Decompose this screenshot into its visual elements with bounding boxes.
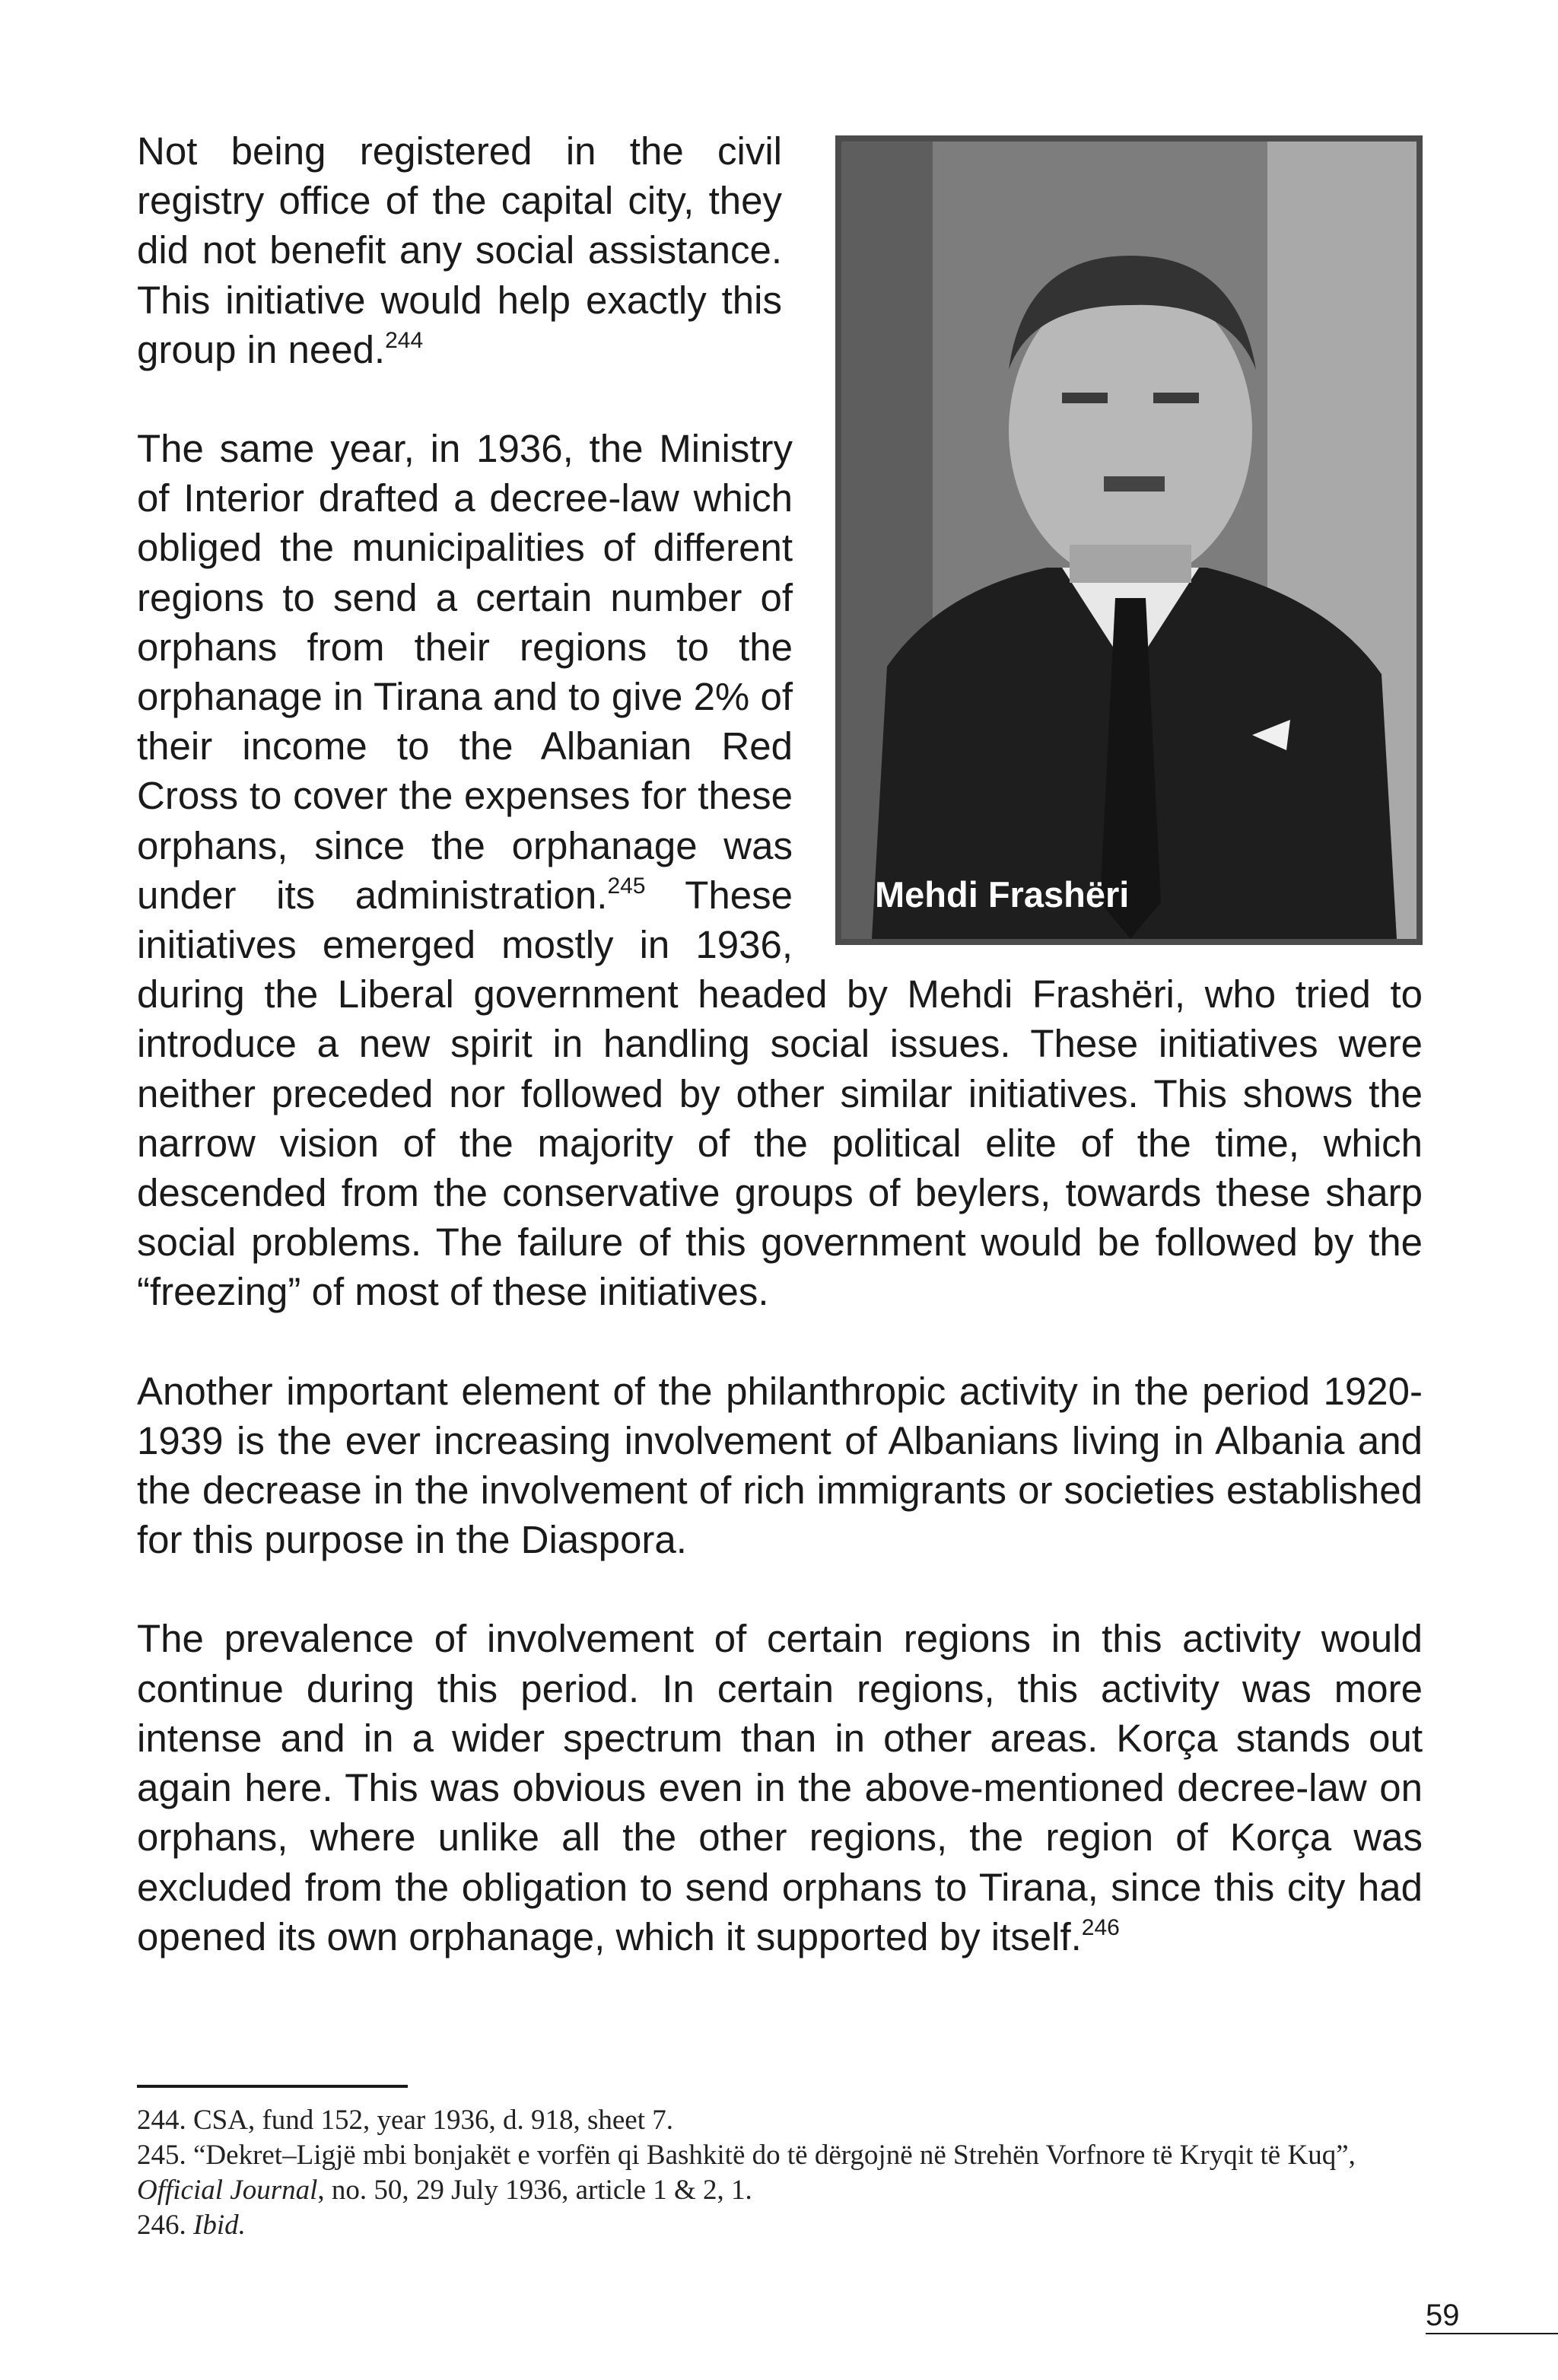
footnote-text: CSA, fund 152, year 1936, d. 918, sheet 7. xyxy=(193,2105,673,2136)
footnote-244 xyxy=(137,2103,1423,2138)
footnote-divider xyxy=(137,2085,408,2088)
footnote-text-tail: , no. 50, 29 July 1936, article 1 & 2, 1. xyxy=(317,2175,752,2206)
footnote-number: 244. xyxy=(137,2105,186,2136)
paragraph-4-text: The prevalence of involvement of certain regions in this activity would continue during this period. In certain regions, this activity was more intense and in a wider spectrum than in other areas. Korça stands out again here. This was obvious even in the above-mentioned decree-law on orphans, where unlike all the other regions, the region of Korça was excluded from the obligation to send orphans to Tirana, since this city had opened its own orphanage, which it supported by itself. xyxy=(137,1617,1423,1958)
footnote-ibid: Ibid. xyxy=(193,2210,246,2241)
paragraph-1 xyxy=(137,126,782,374)
footnotes xyxy=(137,2103,1423,2243)
paragraph-3 xyxy=(137,1367,1423,1565)
portrait-illustration xyxy=(841,142,1417,939)
footnote-ref-244[interactable]: 244 xyxy=(385,327,424,353)
footnote-ref-246[interactable]: 246 xyxy=(1081,1914,1120,1940)
footnote-text: “Dekret–Ligjë mbi bonjakët e vorfën qi Bashkitë do të dërgojnë në Strehën Vorfnore të Kryqit të Kuq”, xyxy=(193,2140,1356,2171)
footnote-journal-title: Official Journal xyxy=(137,2175,318,2206)
page-number: 59 xyxy=(1426,2298,1558,2334)
paragraph-1-text: Not being registered in the civil registry office of the capital city, they did not benefit any social assistance. This initiative would help exactly this group in need. xyxy=(137,129,782,371)
paragraph-3-text: Another important element of the philanthropic activity in the period 1920-1939 is the ever increasing involvement of Albanians living in Albania and the decrease in the involvement of rich immigrants or societies established for this purpose in the Diaspora. xyxy=(137,1369,1423,1562)
footnote-number: 245. xyxy=(137,2140,186,2171)
paragraph-2-text-after: These initiatives emerged mostly in 1936, during the Liberal government headed by Mehdi Frashëri, who tried to introduce a new spirit in handling social issues. These initiatives were neither preceded nor followed by other similar initiatives. This shows the narrow vision of the majority of the political elite of the time, which descended from the conservative groups of beylers, towards these sharp social problems. The failure of this government would be followed by the “freezing” of most of these initiatives. xyxy=(137,873,1423,1314)
footnote-number: 246. xyxy=(137,2210,186,2241)
photo-caption: Mehdi Frashëri xyxy=(875,874,1130,915)
portrait-photo xyxy=(835,135,1423,945)
body-text xyxy=(137,126,1423,2011)
paragraph-2-text-before: The same year, in 1936, the Ministry of Interior drafted a decree-law which obliged the municipalities of different regions to send a certain number of orphans from their regions to the orphanage in Tirana and to give 2% of their income to the Albanian Red Cross to cover the expenses for these orphans, since the orphanage was under its administration. xyxy=(137,427,793,917)
footnote-ref-245[interactable]: 245 xyxy=(607,873,646,899)
footnote-246 xyxy=(137,2208,1423,2243)
footnote-245 xyxy=(137,2138,1423,2208)
paragraph-4 xyxy=(137,1614,1423,1961)
